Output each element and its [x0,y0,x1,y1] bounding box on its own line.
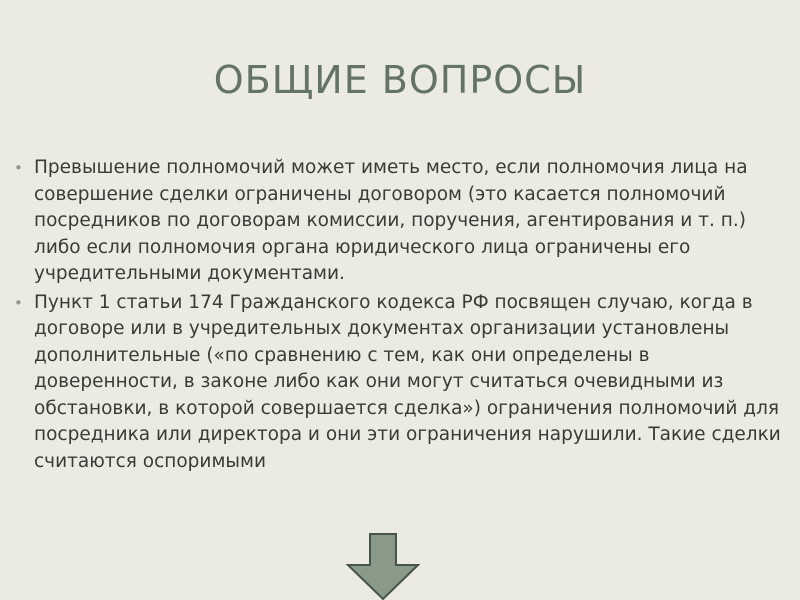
bullet-icon: • [14,293,23,312]
bullet-text: Превышение полномочий может иметь место, если полномочия лица на совершение сделки ограничены договором (это касается полномочий посредников по договорам комиссии, поручения, агентирования и т. п.) либо если полномочия органа юридического лица ограничены его учредительными документами. [34,157,748,284]
slide-title: ОБЩИЕ ВОПРОСЫ [213,58,587,102]
bullet-item [14,290,784,476]
down-arrow-icon[interactable] [346,533,420,600]
bullet-list [14,155,784,477]
bullet-text: Пункт 1 статьи 174 Гражданского кодекса РФ посвящен случаю, когда в договоре или в учредительных документах организации установлены дополнительные («по сравнению с тем, как они определены в доверенности, в законе либо как они могут считаться очевидными из обстановки, в которой совершается сделка») ограничения полномочий для посредника или директора и они эти ограничения нарушили. Такие сделки считаются оспоримыми [34,291,781,472]
bullet-icon: • [14,159,23,177]
bullet-item [14,155,784,288]
